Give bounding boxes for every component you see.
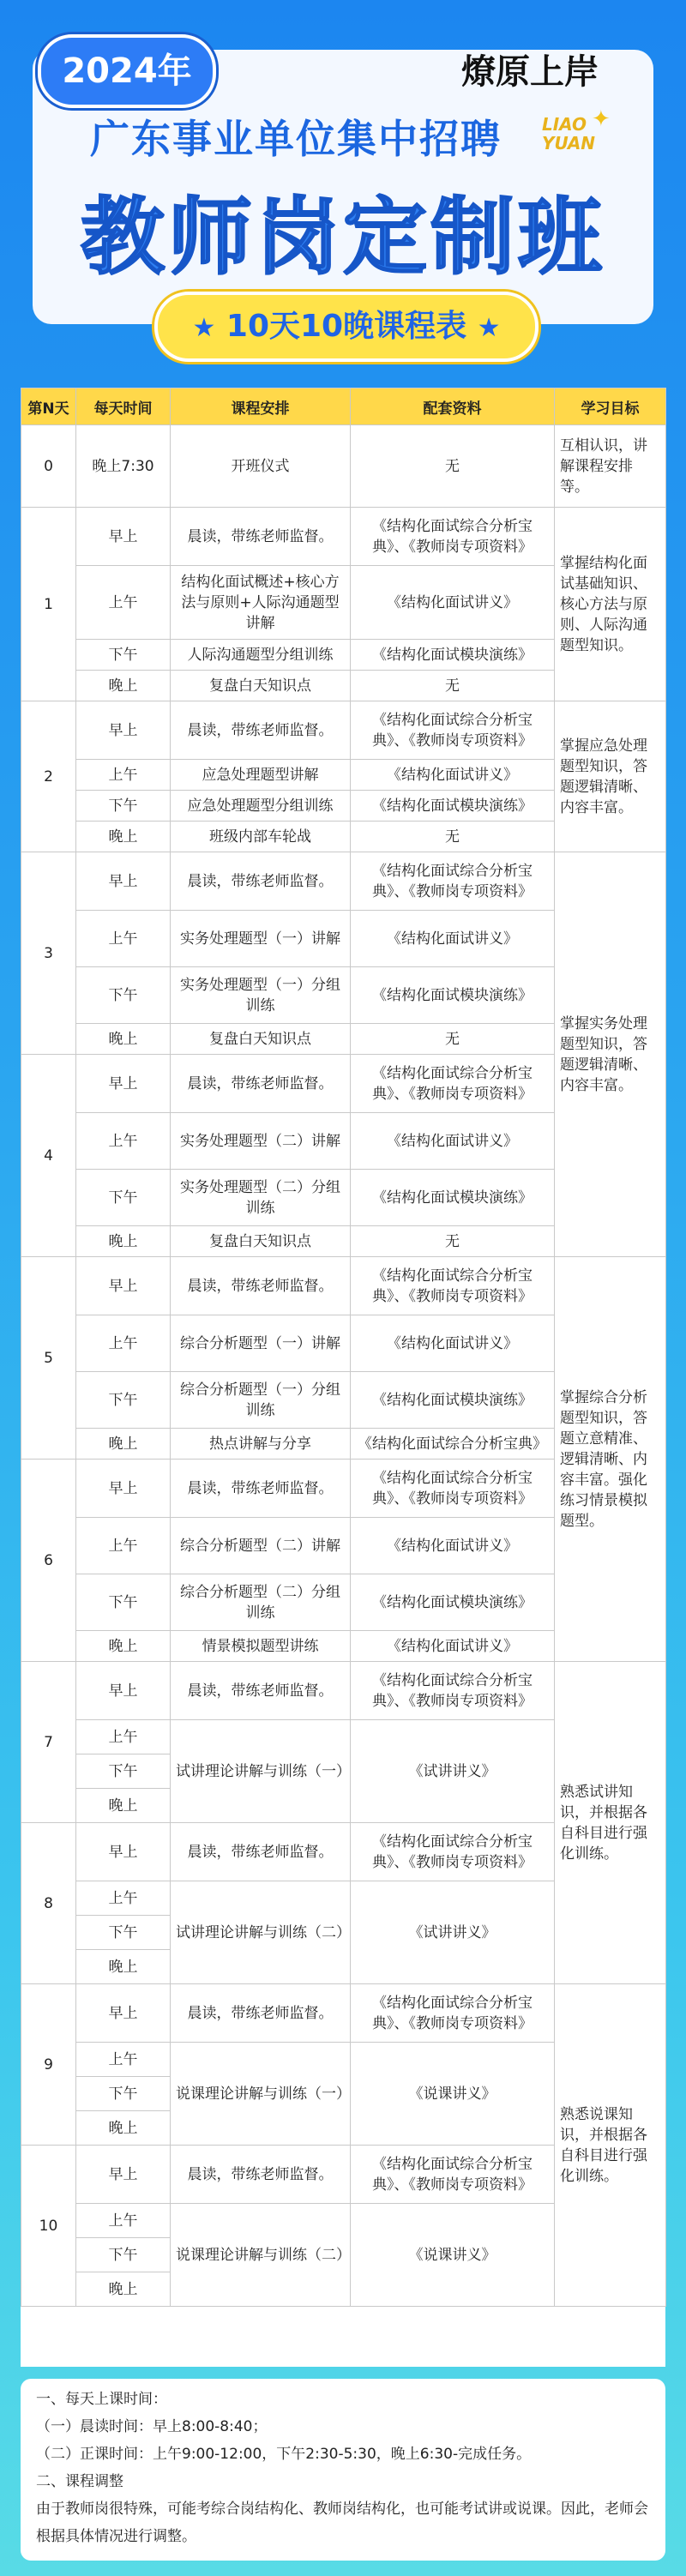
schedule-table <box>21 388 666 2307</box>
time-cell: 上午 <box>76 1720 171 1754</box>
table-row <box>21 425 666 508</box>
time-cell: 上午 <box>76 760 171 791</box>
day-cell: 7 <box>21 1662 76 1823</box>
header-course: 课程安排 <box>171 388 351 425</box>
time-cell: 下午 <box>76 1372 171 1429</box>
time-cell: 早上 <box>76 852 171 911</box>
material-cell: 无 <box>351 671 555 701</box>
schedule-banner <box>154 292 539 362</box>
course-cell: 复盘白天知识点 <box>171 1226 351 1257</box>
material-cell: 《结构化面试综合分析宝典》、《教师岗专项资料》 <box>351 1662 555 1720</box>
goal-cell: 掌握应急处理题型知识，答题逻辑清晰、内容丰富。 <box>555 701 666 852</box>
time-cell: 早上 <box>76 1662 171 1720</box>
material-cell: 无 <box>351 425 555 508</box>
year-badge: 2024年 <box>38 34 216 108</box>
time-cell: 晚上 <box>76 1950 171 1984</box>
course-cell: 晨读，带练老师监督。 <box>171 1257 351 1315</box>
page-subtitle: 广东事业单位集中招聘 <box>90 116 502 162</box>
goal-cell: 熟悉说课知识，并根据各自科目进行强化训练。 <box>555 1984 666 2307</box>
course-cell: 应急处理题型分组训练 <box>171 791 351 822</box>
day-cell: 10 <box>21 2146 76 2307</box>
course-cell: 晨读，带练老师监督。 <box>171 852 351 911</box>
notes-line: 二、课程调整 <box>36 2473 123 2490</box>
course-cell: 综合分析题型（一）分组训练 <box>171 1372 351 1429</box>
table-row <box>21 1984 666 2043</box>
material-cell: 《结构化面试综合分析宝典》、《教师岗专项资料》 <box>351 1055 555 1113</box>
goal-cell: 掌握结构化面试基础知识、核心方法与原则、人际沟通题型知识。 <box>555 508 666 701</box>
material-cell: 《结构化面试综合分析宝典》、《教师岗专项资料》 <box>351 2146 555 2204</box>
material-cell: 《结构化面试综合分析宝典》、《教师岗专项资料》 <box>351 1460 555 1518</box>
star-icon-left: ★ <box>192 313 216 343</box>
course-cell: 晨读，带练老师监督。 <box>171 1460 351 1518</box>
course-cell: 实务处理题型（一）分组训练 <box>171 967 351 1024</box>
time-cell: 早上 <box>76 508 171 566</box>
material-cell: 《结构化面试讲义》 <box>351 1631 555 1662</box>
header-day: 第N天 <box>21 388 76 425</box>
material-cell: 《结构化面试讲义》 <box>351 566 555 640</box>
header-goal: 学习目标 <box>555 388 666 425</box>
time-cell: 下午 <box>76 791 171 822</box>
day-cell: 2 <box>21 701 76 852</box>
time-cell: 下午 <box>76 1916 171 1950</box>
material-cell: 《结构化面试综合分析宝典》、《教师岗专项资料》 <box>351 701 555 760</box>
material-cell: 《结构化面试模块演练》 <box>351 967 555 1024</box>
material-cell: 《结构化面试讲义》 <box>351 1113 555 1170</box>
page-title: 教师岗定制班 <box>80 189 605 286</box>
day-cell: 8 <box>21 1823 76 1984</box>
material-cell: 无 <box>351 1226 555 1257</box>
notes-line: 由于教师岗很特殊，可能考综合岗结构化、教师岗结构化，也可能考试讲或说课。因此，老师会根据具体情况进行调整。 <box>36 2501 648 2545</box>
material-cell: 无 <box>351 1024 555 1055</box>
course-cell: 实务处理题型（一）讲解 <box>171 911 351 967</box>
material-cell: 《结构化面试综合分析宝典》、《教师岗专项资料》 <box>351 1257 555 1315</box>
table-row <box>21 701 666 760</box>
time-cell: 上午 <box>76 2043 171 2077</box>
material-cell: 《结构化面试综合分析宝典》、《教师岗专项资料》 <box>351 852 555 911</box>
time-cell: 晚上 <box>76 671 171 701</box>
course-cell: 晨读，带练老师监督。 <box>171 1984 351 2043</box>
material-cell: 《结构化面试讲义》 <box>351 1315 555 1372</box>
time-cell: 下午 <box>76 2238 171 2272</box>
material-cell: 《结构化面试讲义》 <box>351 760 555 791</box>
time-cell: 早上 <box>76 2146 171 2204</box>
star-icon-right: ★ <box>477 313 501 343</box>
goal-cell: 互相认识，讲解课程安排等。 <box>555 425 666 508</box>
course-cell: 复盘白天知识点 <box>171 1024 351 1055</box>
table-row <box>21 1257 666 1315</box>
banner-text: 10天10晚课程表 <box>226 309 467 344</box>
course-cell: 综合分析题型（二）分组训练 <box>171 1574 351 1631</box>
course-cell: 说课理论讲解与训练（一） <box>171 2043 351 2146</box>
goal-cell: 掌握综合分析题型知识，答题立意精准、逻辑清晰、内容丰富。强化练习情景模拟题型。 <box>555 1257 666 1662</box>
course-cell: 综合分析题型（一）讲解 <box>171 1315 351 1372</box>
schedule-table-card <box>21 388 665 2367</box>
time-cell: 晚上 <box>76 1226 171 1257</box>
time-cell: 晚上 <box>76 822 171 852</box>
time-cell: 晚上 <box>76 1429 171 1460</box>
logo-line-2: YUAN <box>542 133 596 153</box>
day-cell: 6 <box>21 1460 76 1662</box>
notes-line: （一）晨读时间：早上8:00-8:40； <box>36 2418 268 2435</box>
time-cell: 晚上 <box>76 1631 171 1662</box>
time-cell: 晚上 <box>76 2272 171 2307</box>
course-cell: 综合分析题型（二）讲解 <box>171 1518 351 1574</box>
time-cell: 下午 <box>76 640 171 671</box>
goal-cell: 熟悉试讲知识，并根据各自科目进行强化训练。 <box>555 1662 666 1984</box>
material-cell: 《试讲讲义》 <box>351 1720 555 1823</box>
material-cell: 《说课讲义》 <box>351 2043 555 2146</box>
material-cell: 《结构化面试综合分析宝典》 <box>351 1429 555 1460</box>
material-cell: 《结构化面试模块演练》 <box>351 640 555 671</box>
material-cell: 《结构化面试模块演练》 <box>351 791 555 822</box>
material-cell: 《说课讲义》 <box>351 2204 555 2307</box>
course-cell: 开班仪式 <box>171 425 351 508</box>
time-cell: 下午 <box>76 2077 171 2111</box>
goal-cell: 掌握实务处理题型知识，答题逻辑清晰、内容丰富。 <box>555 852 666 1257</box>
sparkle-icon: ✦ <box>592 106 611 132</box>
course-cell: 晨读，带练老师监督。 <box>171 1055 351 1113</box>
table-row <box>21 1662 666 1720</box>
course-cell: 应急处理题型讲解 <box>171 760 351 791</box>
course-cell: 情景模拟题型讲练 <box>171 1631 351 1662</box>
course-cell: 结构化面试概述+核心方法与原则+人际沟通题型讲解 <box>171 566 351 640</box>
course-cell: 热点讲解与分享 <box>171 1429 351 1460</box>
material-cell: 《结构化面试综合分析宝典》、《教师岗专项资料》 <box>351 1823 555 1881</box>
time-cell: 早上 <box>76 701 171 760</box>
course-cell: 晨读，带练老师监督。 <box>171 2146 351 2204</box>
time-cell: 下午 <box>76 1574 171 1631</box>
material-cell: 《结构化面试模块演练》 <box>351 1170 555 1226</box>
logo-line-1: LIAO <box>542 114 587 135</box>
material-cell: 《结构化面试讲义》 <box>351 1518 555 1574</box>
table-header-row <box>21 388 666 425</box>
header-material: 配套资料 <box>351 388 555 425</box>
course-cell: 复盘白天知识点 <box>171 671 351 701</box>
material-cell: 《结构化面试模块演练》 <box>351 1372 555 1429</box>
time-cell: 早上 <box>76 1460 171 1518</box>
time-cell: 上午 <box>76 2204 171 2238</box>
material-cell: 《结构化面试讲义》 <box>351 911 555 967</box>
material-cell: 《结构化面试模块演练》 <box>351 1574 555 1631</box>
time-cell: 下午 <box>76 1170 171 1226</box>
time-cell: 上午 <box>76 1315 171 1372</box>
course-cell: 晨读，带练老师监督。 <box>171 1823 351 1881</box>
material-cell: 《结构化面试综合分析宝典》、《教师岗专项资料》 <box>351 1984 555 2043</box>
time-cell: 早上 <box>76 1984 171 2043</box>
course-cell: 试讲理论讲解与训练（一） <box>171 1720 351 1823</box>
material-cell: 《结构化面试综合分析宝典》、《教师岗专项资料》 <box>351 508 555 566</box>
time-cell: 上午 <box>76 1881 171 1916</box>
course-cell: 晨读，带练老师监督。 <box>171 1662 351 1720</box>
course-cell: 实务处理题型（二）分组训练 <box>171 1170 351 1226</box>
table-row <box>21 508 666 566</box>
time-cell: 晚上 <box>76 1024 171 1055</box>
material-cell: 《试讲讲义》 <box>351 1881 555 1984</box>
notes-card <box>21 2379 665 2561</box>
course-cell: 人际沟通题型分组训练 <box>171 640 351 671</box>
brand-name: 燎原上岸 <box>461 51 599 92</box>
time-cell: 上午 <box>76 911 171 967</box>
time-cell: 下午 <box>76 1754 171 1789</box>
time-cell: 上午 <box>76 566 171 640</box>
table-row <box>21 852 666 911</box>
day-cell: 0 <box>21 425 76 508</box>
course-cell: 试讲理论讲解与训练（二） <box>171 1881 351 1984</box>
material-cell: 无 <box>351 822 555 852</box>
course-cell: 班级内部车轮战 <box>171 822 351 852</box>
day-cell: 1 <box>21 508 76 701</box>
notes-line: 一、每天上课时间： <box>36 2391 167 2408</box>
course-cell: 说课理论讲解与训练（二） <box>171 2204 351 2307</box>
time-cell: 晚上 <box>76 2111 171 2146</box>
time-cell: 晚上7:30 <box>76 425 171 508</box>
course-cell: 晨读，带练老师监督。 <box>171 508 351 566</box>
time-cell: 下午 <box>76 967 171 1024</box>
course-cell: 晨读，带练老师监督。 <box>171 701 351 760</box>
time-cell: 晚上 <box>76 1789 171 1823</box>
time-cell: 早上 <box>76 1823 171 1881</box>
time-cell: 早上 <box>76 1257 171 1315</box>
time-cell: 上午 <box>76 1113 171 1170</box>
time-cell: 上午 <box>76 1518 171 1574</box>
time-cell: 早上 <box>76 1055 171 1113</box>
day-cell: 3 <box>21 852 76 1055</box>
header-time: 每天时间 <box>76 388 171 425</box>
day-cell: 5 <box>21 1257 76 1460</box>
day-cell: 4 <box>21 1055 76 1257</box>
course-cell: 实务处理题型（二）讲解 <box>171 1113 351 1170</box>
day-cell: 9 <box>21 1984 76 2146</box>
notes-line: （二）正课时间：上午9:00-12:00，下午2:30-5:30，晚上6:30-完成任务。 <box>36 2446 532 2463</box>
